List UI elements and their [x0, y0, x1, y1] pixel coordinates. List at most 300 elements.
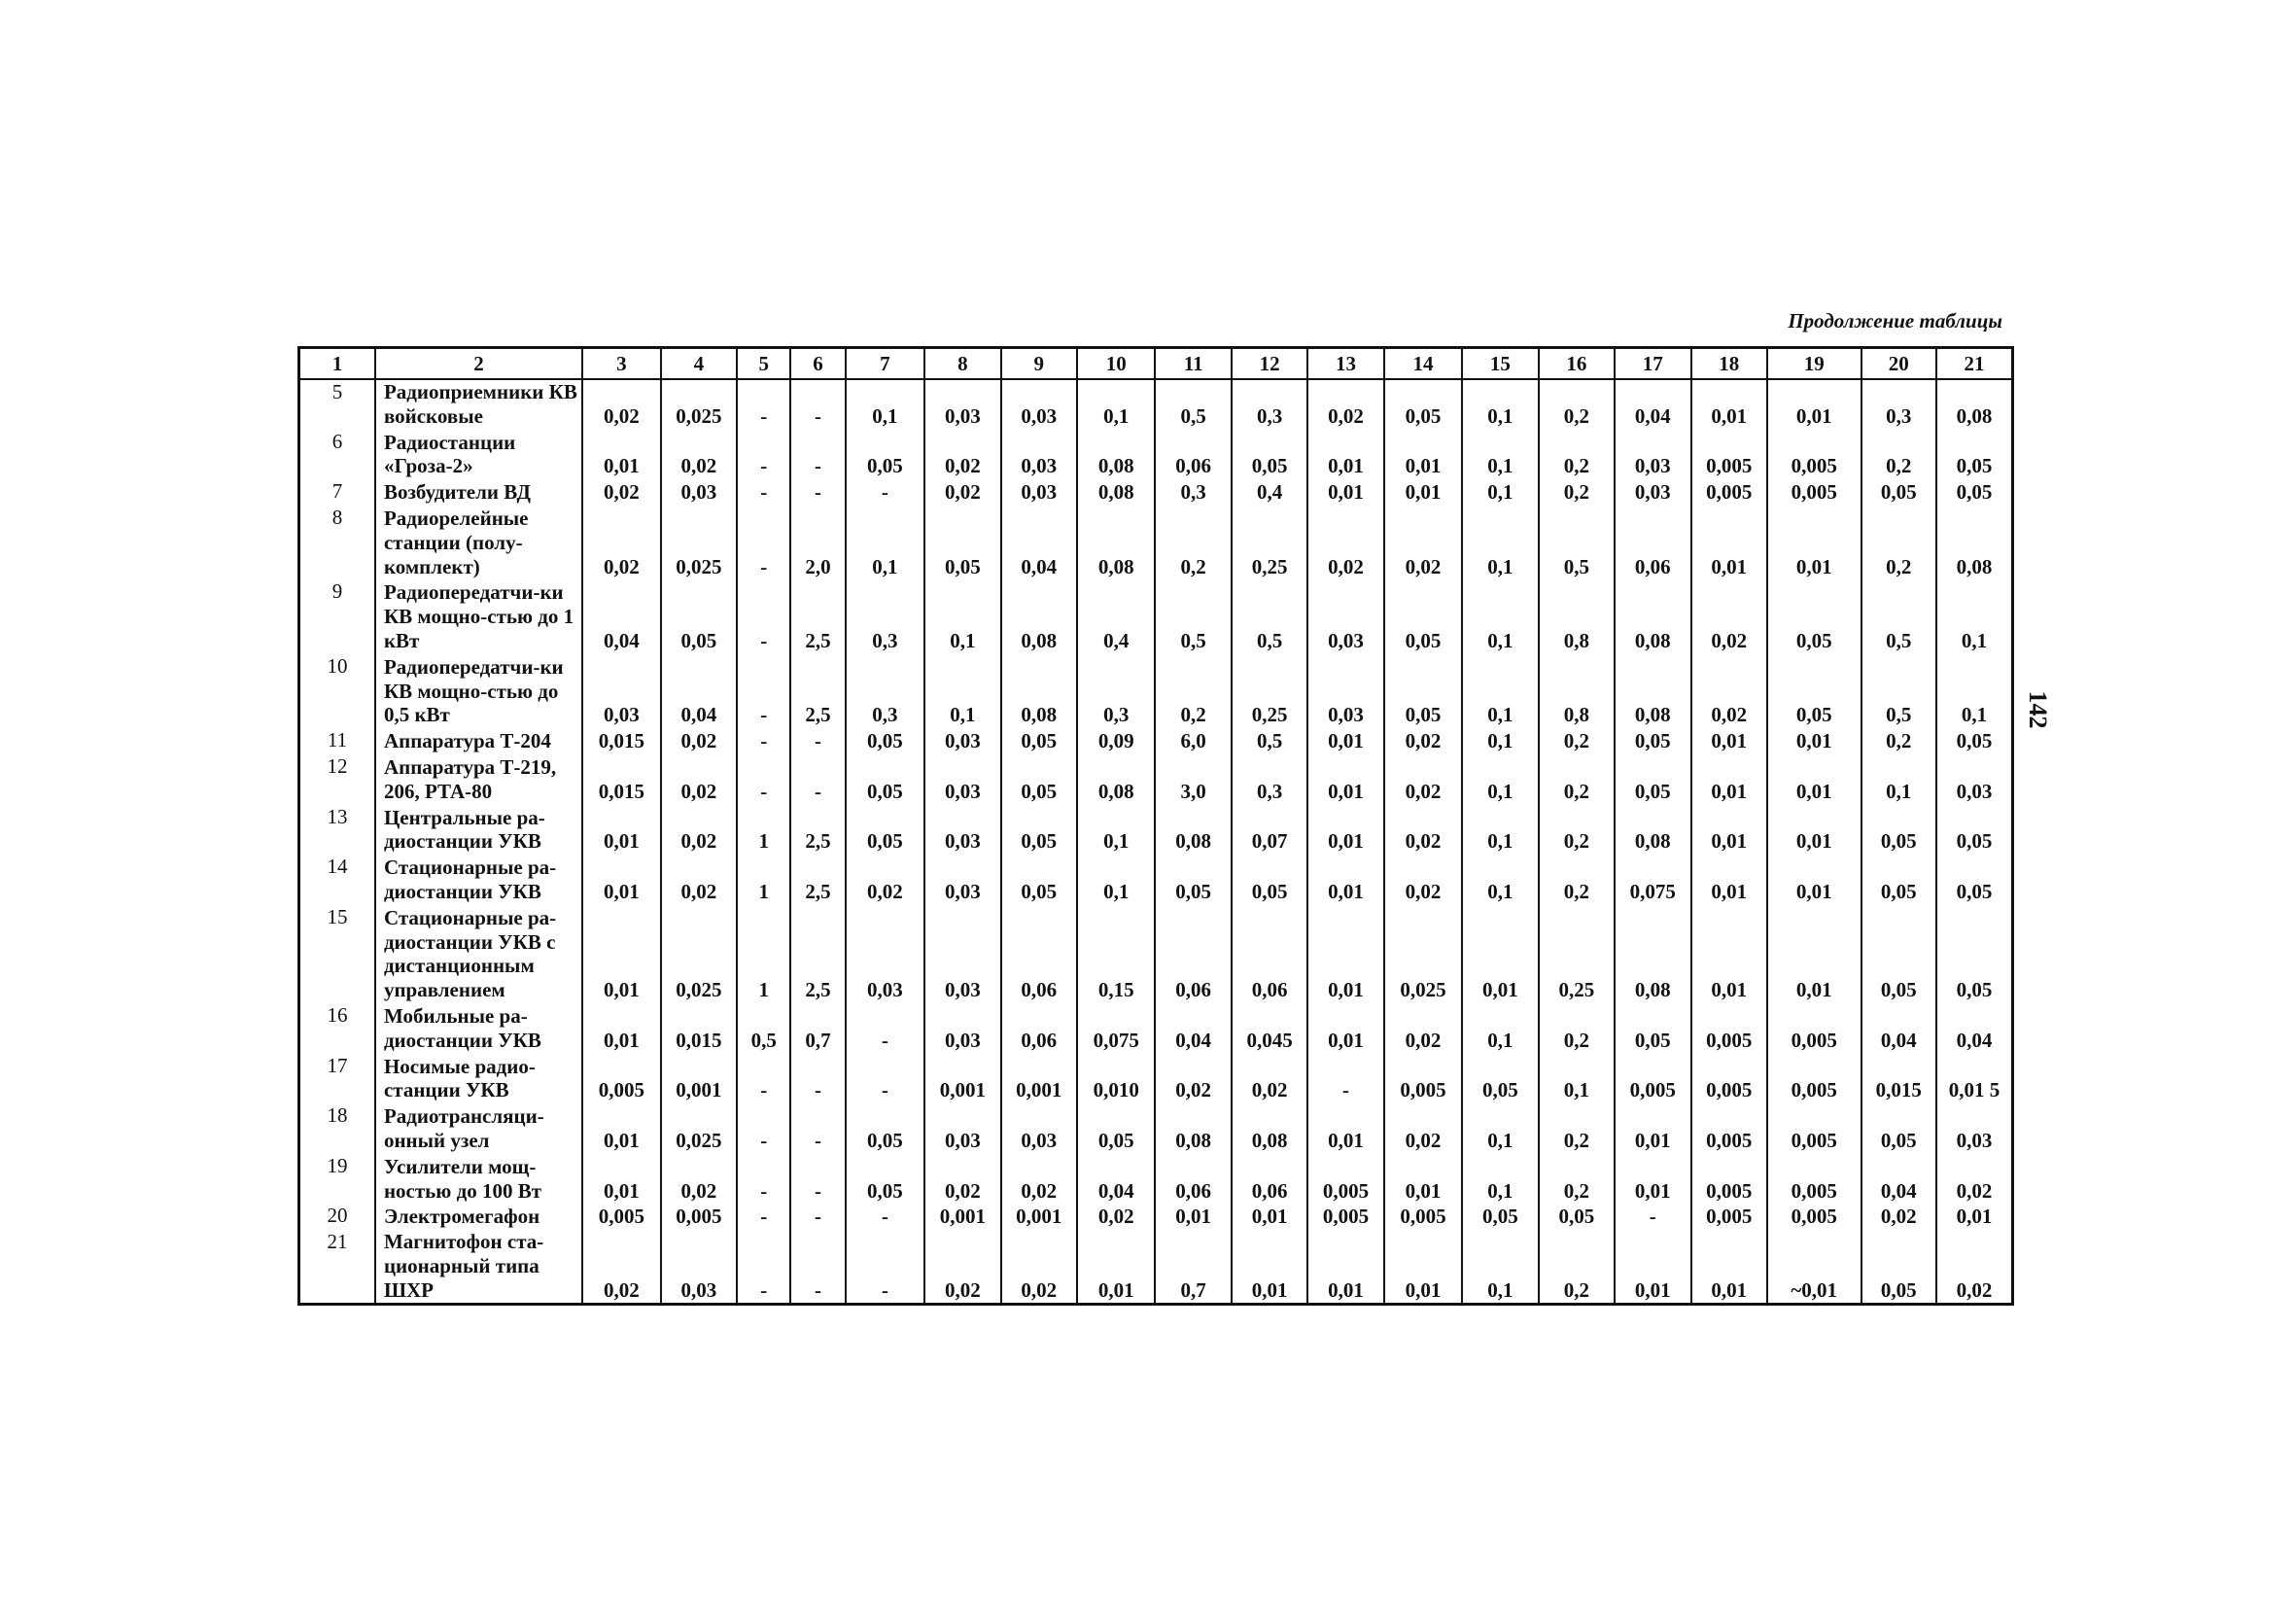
value-cell: 0,2	[1155, 654, 1231, 728]
value-cell: 0,05	[1384, 654, 1462, 728]
value-cell: 0,02	[1307, 379, 1383, 430]
value-cell: 0,1	[1462, 1154, 1538, 1205]
value-cell: 0,1	[1462, 1230, 1538, 1305]
value-cell: 0,01 5	[1936, 1054, 2013, 1104]
value-cell: 0,1	[1462, 506, 1538, 579]
value-cell: -	[846, 1054, 924, 1104]
value-cell: 0,05	[661, 579, 737, 653]
value-cell: 0,08	[1077, 754, 1155, 805]
value-cell: -	[737, 479, 790, 506]
value-cell: 0,02	[661, 805, 737, 856]
value-cell: 0,1	[1462, 579, 1538, 653]
row-number: 8	[299, 506, 375, 579]
value-cell: 0,2	[1539, 379, 1615, 430]
value-cell: 0,01	[1232, 1230, 1307, 1305]
value-cell: 0,02	[924, 1154, 1000, 1205]
value-cell: 0,025	[661, 905, 737, 1003]
value-cell: 0,045	[1232, 1003, 1307, 1054]
value-cell: 0,02	[924, 1230, 1000, 1305]
value-cell: 0,02	[924, 430, 1000, 480]
value-cell: 0,01	[1767, 905, 1861, 1003]
value-cell: 0,04	[1936, 1003, 2013, 1054]
value-cell: 0,03	[1936, 754, 2013, 805]
value-cell: 0,07	[1232, 805, 1307, 856]
value-cell: 0,02	[1936, 1230, 2013, 1305]
row-number: 9	[299, 579, 375, 653]
value-cell: 0,05	[1936, 430, 2013, 480]
value-cell: 0,5	[1539, 506, 1615, 579]
value-cell: 0,01	[1691, 728, 1767, 754]
value-cell: 0,01	[1384, 1230, 1462, 1305]
value-cell: 0,03	[924, 379, 1000, 430]
value-cell: 0,1	[1462, 754, 1538, 805]
value-cell: 2,0	[790, 506, 845, 579]
value-cell: 2,5	[790, 805, 845, 856]
value-cell: 0,5	[1232, 728, 1307, 754]
value-cell: 0,01	[1232, 1204, 1307, 1230]
value-cell: 0,1	[1462, 1103, 1538, 1154]
value-cell: 0,005	[661, 1204, 737, 1230]
value-cell: 0,02	[1077, 1204, 1155, 1230]
value-cell: -	[737, 430, 790, 480]
value-cell: 0,05	[1861, 905, 1936, 1003]
value-cell: 0,01	[1462, 905, 1538, 1003]
header-row	[299, 348, 2013, 380]
equipment-name: Радиотрансляци-онный узел	[375, 1103, 582, 1154]
row-number: 11	[299, 728, 375, 754]
value-cell: -	[790, 754, 845, 805]
equipment-name: Радиоприемники КВ войсковые	[375, 379, 582, 430]
table-row	[299, 728, 2013, 754]
value-cell: 0,001	[924, 1204, 1000, 1230]
value-cell: -	[846, 1230, 924, 1305]
value-cell: 0,03	[661, 479, 737, 506]
table-row	[299, 579, 2013, 653]
value-cell: -	[790, 1103, 845, 1154]
value-cell: 0,1	[1462, 479, 1538, 506]
value-cell: 0,025	[661, 379, 737, 430]
column-header-21: 21	[1936, 348, 2013, 380]
column-header-4: 4	[661, 348, 737, 380]
table-row	[299, 805, 2013, 856]
value-cell: 0,03	[1615, 479, 1690, 506]
value-cell: 0,08	[1615, 579, 1690, 653]
value-cell: 0,01	[582, 905, 660, 1003]
value-cell: 0,03	[924, 805, 1000, 856]
value-cell: 0,05	[1767, 654, 1861, 728]
value-cell: 0,15	[1077, 905, 1155, 1003]
value-cell: 0,05	[1936, 855, 2013, 905]
value-cell: 0,005	[1615, 1054, 1690, 1104]
value-cell: 0,02	[924, 479, 1000, 506]
value-cell: 0,03	[1307, 654, 1383, 728]
column-header-2: 2	[375, 348, 582, 380]
value-cell: 0,05	[1232, 430, 1307, 480]
table-row	[299, 754, 2013, 805]
value-cell: -	[790, 430, 845, 480]
value-cell: 0,05	[846, 1103, 924, 1154]
value-cell: 0,2	[1861, 430, 1936, 480]
value-cell: 0,05	[1861, 855, 1936, 905]
value-cell: 0,01	[582, 1103, 660, 1154]
row-number: 14	[299, 855, 375, 905]
value-cell: 0,03	[1001, 1103, 1077, 1154]
value-cell: 0,01	[1615, 1230, 1690, 1305]
value-cell: 0,05	[846, 1154, 924, 1205]
value-cell: 0,075	[1077, 1003, 1155, 1054]
value-cell: 0,005	[1691, 1103, 1767, 1154]
value-cell: 0,8	[1539, 654, 1615, 728]
value-cell: 0,05	[1936, 905, 2013, 1003]
value-cell: 1	[737, 905, 790, 1003]
value-cell: 0,01	[1615, 1103, 1690, 1154]
value-cell: 0,005	[1767, 1003, 1861, 1054]
value-cell: 0,1	[1539, 1054, 1615, 1104]
row-number: 5	[299, 379, 375, 430]
value-cell: 0,005	[1384, 1054, 1462, 1104]
value-cell: 0,25	[1539, 905, 1615, 1003]
value-cell: 0,25	[1232, 506, 1307, 579]
value-cell: -	[790, 1054, 845, 1104]
value-cell: 0,01	[582, 430, 660, 480]
value-cell: 0,1	[1936, 579, 2013, 653]
value-cell: 0,02	[1384, 728, 1462, 754]
value-cell: 0,01	[1155, 1204, 1231, 1230]
value-cell: 0,06	[1155, 1154, 1231, 1205]
equipment-name: Возбудители ВД	[375, 479, 582, 506]
value-cell: 0,005	[1691, 1154, 1767, 1205]
row-number: 20	[299, 1204, 375, 1230]
value-cell: 0,05	[1936, 728, 2013, 754]
value-cell: -	[737, 506, 790, 579]
value-cell: 0,1	[1462, 379, 1538, 430]
value-cell: 0,025	[1384, 905, 1462, 1003]
value-cell: 0,1	[1936, 654, 2013, 728]
value-cell: 0,04	[582, 579, 660, 653]
value-cell: 0,08	[1615, 654, 1690, 728]
value-cell: 0,01	[1307, 754, 1383, 805]
equipment-name: Радиопередатчи-ки КВ мощно-стью до 1 кВт	[375, 579, 582, 653]
value-cell: 0,2	[1539, 805, 1615, 856]
value-cell: 0,02	[1861, 1204, 1936, 1230]
value-cell: 0,7	[790, 1003, 845, 1054]
value-cell: 0,05	[1767, 579, 1861, 653]
value-cell: 6,0	[1155, 728, 1231, 754]
column-header-5: 5	[737, 348, 790, 380]
table-row	[299, 1230, 2013, 1305]
value-cell: 0,01	[1767, 728, 1861, 754]
value-cell: -	[790, 1230, 845, 1305]
value-cell: 0,03	[924, 1103, 1000, 1154]
value-cell: 0,05	[1861, 1103, 1936, 1154]
value-cell: 0,5	[737, 1003, 790, 1054]
value-cell: -	[790, 479, 845, 506]
value-cell: 0,4	[1077, 579, 1155, 653]
column-header-10: 10	[1077, 348, 1155, 380]
value-cell: 0,01	[1691, 855, 1767, 905]
value-cell: 0,09	[1077, 728, 1155, 754]
value-cell: 0,8	[1539, 579, 1615, 653]
value-cell: 0,005	[1767, 1204, 1861, 1230]
equipment-name: Центральные ра-диостанции УКВ	[375, 805, 582, 856]
value-cell: 0,02	[661, 430, 737, 480]
value-cell: 0,01	[1691, 379, 1767, 430]
column-header-15: 15	[1462, 348, 1538, 380]
value-cell: 0,05	[1001, 754, 1077, 805]
value-cell: 0,01	[1307, 479, 1383, 506]
value-cell: 0,1	[924, 579, 1000, 653]
value-cell: 0,05	[1384, 579, 1462, 653]
value-cell: 0,08	[1615, 905, 1690, 1003]
value-cell: 0,08	[1155, 805, 1231, 856]
value-cell: 0,04	[1077, 1154, 1155, 1205]
value-cell: -	[737, 728, 790, 754]
value-cell: 0,1	[1462, 805, 1538, 856]
value-cell: 0,02	[1232, 1054, 1307, 1104]
value-cell: -	[1307, 1054, 1383, 1104]
page-number: 142	[2024, 690, 2052, 729]
value-cell: 0,01	[1691, 506, 1767, 579]
value-cell: -	[737, 1204, 790, 1230]
value-cell: 0,2	[1539, 1003, 1615, 1054]
value-cell: 0,02	[1691, 579, 1767, 653]
value-cell: -	[737, 1154, 790, 1205]
value-cell: 0,05	[846, 805, 924, 856]
value-cell: 0,2	[1539, 754, 1615, 805]
value-cell: 0,05	[1155, 855, 1231, 905]
value-cell: 0,25	[1232, 654, 1307, 728]
value-cell: -	[790, 1154, 845, 1205]
column-header-20: 20	[1861, 348, 1936, 380]
value-cell: 0,08	[1077, 506, 1155, 579]
equipment-name: Стационарные ра-диостанции УКВ с дистанционным управлением	[375, 905, 582, 1003]
table-row	[299, 1154, 2013, 1205]
value-cell: 0,7	[1155, 1230, 1231, 1305]
value-cell: 2,5	[790, 905, 845, 1003]
value-cell: 0,04	[1155, 1003, 1231, 1054]
value-cell: -	[790, 728, 845, 754]
column-header-1: 1	[299, 348, 375, 380]
equipment-name: Стационарные ра-диостанции УКВ	[375, 855, 582, 905]
value-cell: 0,005	[1691, 1204, 1767, 1230]
value-cell: 0,02	[1307, 506, 1383, 579]
value-cell: 0,05	[1861, 479, 1936, 506]
value-cell: 0,005	[1767, 1154, 1861, 1205]
value-cell: 0,04	[1861, 1003, 1936, 1054]
column-header-11: 11	[1155, 348, 1231, 380]
row-number: 17	[299, 1054, 375, 1104]
value-cell: 0,05	[1462, 1204, 1538, 1230]
value-cell: 0,1	[1077, 379, 1155, 430]
value-cell: 0,01	[1307, 728, 1383, 754]
value-cell: 0,04	[1001, 506, 1077, 579]
value-cell: -	[737, 579, 790, 653]
value-cell: 0,01	[1384, 1154, 1462, 1205]
value-cell: 0,02	[1936, 1154, 2013, 1205]
value-cell: 0,04	[1861, 1154, 1936, 1205]
table-row	[299, 654, 2013, 728]
value-cell: 0,2	[1861, 506, 1936, 579]
value-cell: 0,05	[1539, 1204, 1615, 1230]
value-cell: 0,005	[1767, 479, 1861, 506]
value-cell: 0,015	[1861, 1054, 1936, 1104]
equipment-name: Магнитофон ста-ционарный типа ШХР	[375, 1230, 582, 1305]
value-cell: 0,1	[1861, 754, 1936, 805]
value-cell: -	[846, 479, 924, 506]
value-cell: 0,05	[1001, 728, 1077, 754]
value-cell: 0,2	[1155, 506, 1231, 579]
value-cell: 0,05	[1232, 855, 1307, 905]
value-cell: 0,05	[846, 430, 924, 480]
value-cell: 0,02	[1001, 1230, 1077, 1305]
value-cell: 0,2	[1539, 728, 1615, 754]
value-cell: 0,1	[1462, 728, 1538, 754]
value-cell: 0,08	[1001, 654, 1077, 728]
value-cell: 0,02	[661, 1154, 737, 1205]
value-cell: 0,08	[1077, 479, 1155, 506]
value-cell: 0,1	[1462, 1003, 1538, 1054]
value-cell: 0,01	[1691, 754, 1767, 805]
value-cell: 0,005	[1767, 1054, 1861, 1104]
column-header-19: 19	[1767, 348, 1861, 380]
value-cell: 0,1	[1462, 855, 1538, 905]
table-row	[299, 1003, 2013, 1054]
equipment-name: Аппаратура Т-204	[375, 728, 582, 754]
column-header-12: 12	[1232, 348, 1307, 380]
value-cell: 0,02	[1384, 805, 1462, 856]
value-cell: 0,01	[1384, 479, 1462, 506]
value-cell: 0,1	[846, 506, 924, 579]
value-cell: 0,03	[1001, 479, 1077, 506]
value-cell: 0,5	[1861, 579, 1936, 653]
equipment-name: Радиорелейные станции (полу-комплект)	[375, 506, 582, 579]
value-cell: 0,02	[1384, 855, 1462, 905]
value-cell: 0,001	[661, 1054, 737, 1104]
value-cell: 0,06	[1615, 506, 1690, 579]
value-cell: -	[737, 379, 790, 430]
table-row	[299, 479, 2013, 506]
value-cell: 0,01	[582, 805, 660, 856]
table-row	[299, 855, 2013, 905]
column-header-6: 6	[790, 348, 845, 380]
value-cell: -	[737, 754, 790, 805]
value-cell: 0,01	[1077, 1230, 1155, 1305]
value-cell: 0,1	[1462, 430, 1538, 480]
value-cell: 0,05	[1936, 805, 2013, 856]
equipment-name: Усилители мощ-ностью до 100 Вт	[375, 1154, 582, 1205]
value-cell: 0,08	[1077, 430, 1155, 480]
value-cell: 0,02	[1384, 754, 1462, 805]
value-cell: 0,02	[661, 728, 737, 754]
value-cell: 0,02	[1001, 1154, 1077, 1205]
value-cell: 0,01	[1615, 1154, 1690, 1205]
value-cell: 0,03	[924, 1003, 1000, 1054]
row-number: 7	[299, 479, 375, 506]
value-cell: 0,5	[1155, 579, 1231, 653]
equipment-name: Аппаратура Т-219, 206, РТА-80	[375, 754, 582, 805]
column-header-16: 16	[1539, 348, 1615, 380]
table-row	[299, 506, 2013, 579]
value-cell: 0,1	[1462, 654, 1538, 728]
value-cell: 0,02	[661, 754, 737, 805]
value-cell: -	[846, 1204, 924, 1230]
value-cell: 0,2	[1539, 1230, 1615, 1305]
table-row	[299, 379, 2013, 430]
value-cell: -	[1615, 1204, 1690, 1230]
value-cell: 0,01	[1691, 905, 1767, 1003]
value-cell: 0,2	[1539, 430, 1615, 480]
value-cell: 0,03	[661, 1230, 737, 1305]
value-cell: 0,02	[582, 506, 660, 579]
value-cell: 0,01	[1767, 805, 1861, 856]
value-cell: 0,02	[661, 855, 737, 905]
value-cell: 0,005	[1384, 1204, 1462, 1230]
value-cell: 0,3	[1861, 379, 1936, 430]
value-cell: 0,05	[1936, 479, 2013, 506]
value-cell: 0,02	[1384, 506, 1462, 579]
value-cell: 0,06	[1001, 1003, 1077, 1054]
value-cell: 1	[737, 805, 790, 856]
value-cell: 0,2	[1539, 1154, 1615, 1205]
value-cell: 0,5	[1232, 579, 1307, 653]
value-cell: 0,025	[661, 1103, 737, 1154]
value-cell: 0,3	[1155, 479, 1231, 506]
equipment-name: Мобильные ра-диостанции УКВ	[375, 1003, 582, 1054]
table-row	[299, 905, 2013, 1003]
table-continuation-caption: Продолжение таблицы	[1788, 309, 2002, 332]
value-cell: 0,015	[661, 1003, 737, 1054]
column-header-3: 3	[582, 348, 660, 380]
table-header	[299, 348, 2013, 380]
value-cell: 0,001	[1001, 1054, 1077, 1104]
value-cell: 0,05	[1615, 1003, 1690, 1054]
column-header-7: 7	[846, 348, 924, 380]
value-cell: 0,06	[1155, 905, 1231, 1003]
value-cell: -	[737, 1230, 790, 1305]
value-cell: 0,05	[1384, 379, 1462, 430]
value-cell: 0,06	[1155, 430, 1231, 480]
value-cell: 0,01	[1936, 1204, 2013, 1230]
data-table	[297, 346, 2014, 1306]
value-cell: 0,005	[582, 1054, 660, 1104]
value-cell: 0,2	[1539, 479, 1615, 506]
value-cell: 0,075	[1615, 855, 1690, 905]
value-cell: 0,02	[1691, 654, 1767, 728]
value-cell: 0,01	[1307, 1003, 1383, 1054]
value-cell: 0,005	[1691, 1003, 1767, 1054]
value-cell: 0,03	[924, 754, 1000, 805]
value-cell: 0,03	[924, 855, 1000, 905]
value-cell: 0,005	[1691, 430, 1767, 480]
value-cell: 0,001	[1001, 1204, 1077, 1230]
value-cell: 0,005	[582, 1204, 660, 1230]
value-cell: 0,005	[1691, 479, 1767, 506]
value-cell: 2,5	[790, 579, 845, 653]
table-body	[299, 379, 2013, 1305]
column-header-17: 17	[1615, 348, 1690, 380]
value-cell: 0,06	[1232, 1154, 1307, 1205]
value-cell: 0,1	[1077, 805, 1155, 856]
value-cell: 0,005	[1767, 430, 1861, 480]
value-cell: 0,03	[1001, 430, 1077, 480]
value-cell: 0,01	[1767, 855, 1861, 905]
value-cell: 0,05	[846, 728, 924, 754]
value-cell: 0,02	[1384, 1103, 1462, 1154]
value-cell: 0,08	[1001, 579, 1077, 653]
value-cell: 0,4	[1232, 479, 1307, 506]
value-cell: 0,01	[1307, 855, 1383, 905]
value-cell: 0,2	[1539, 1103, 1615, 1154]
